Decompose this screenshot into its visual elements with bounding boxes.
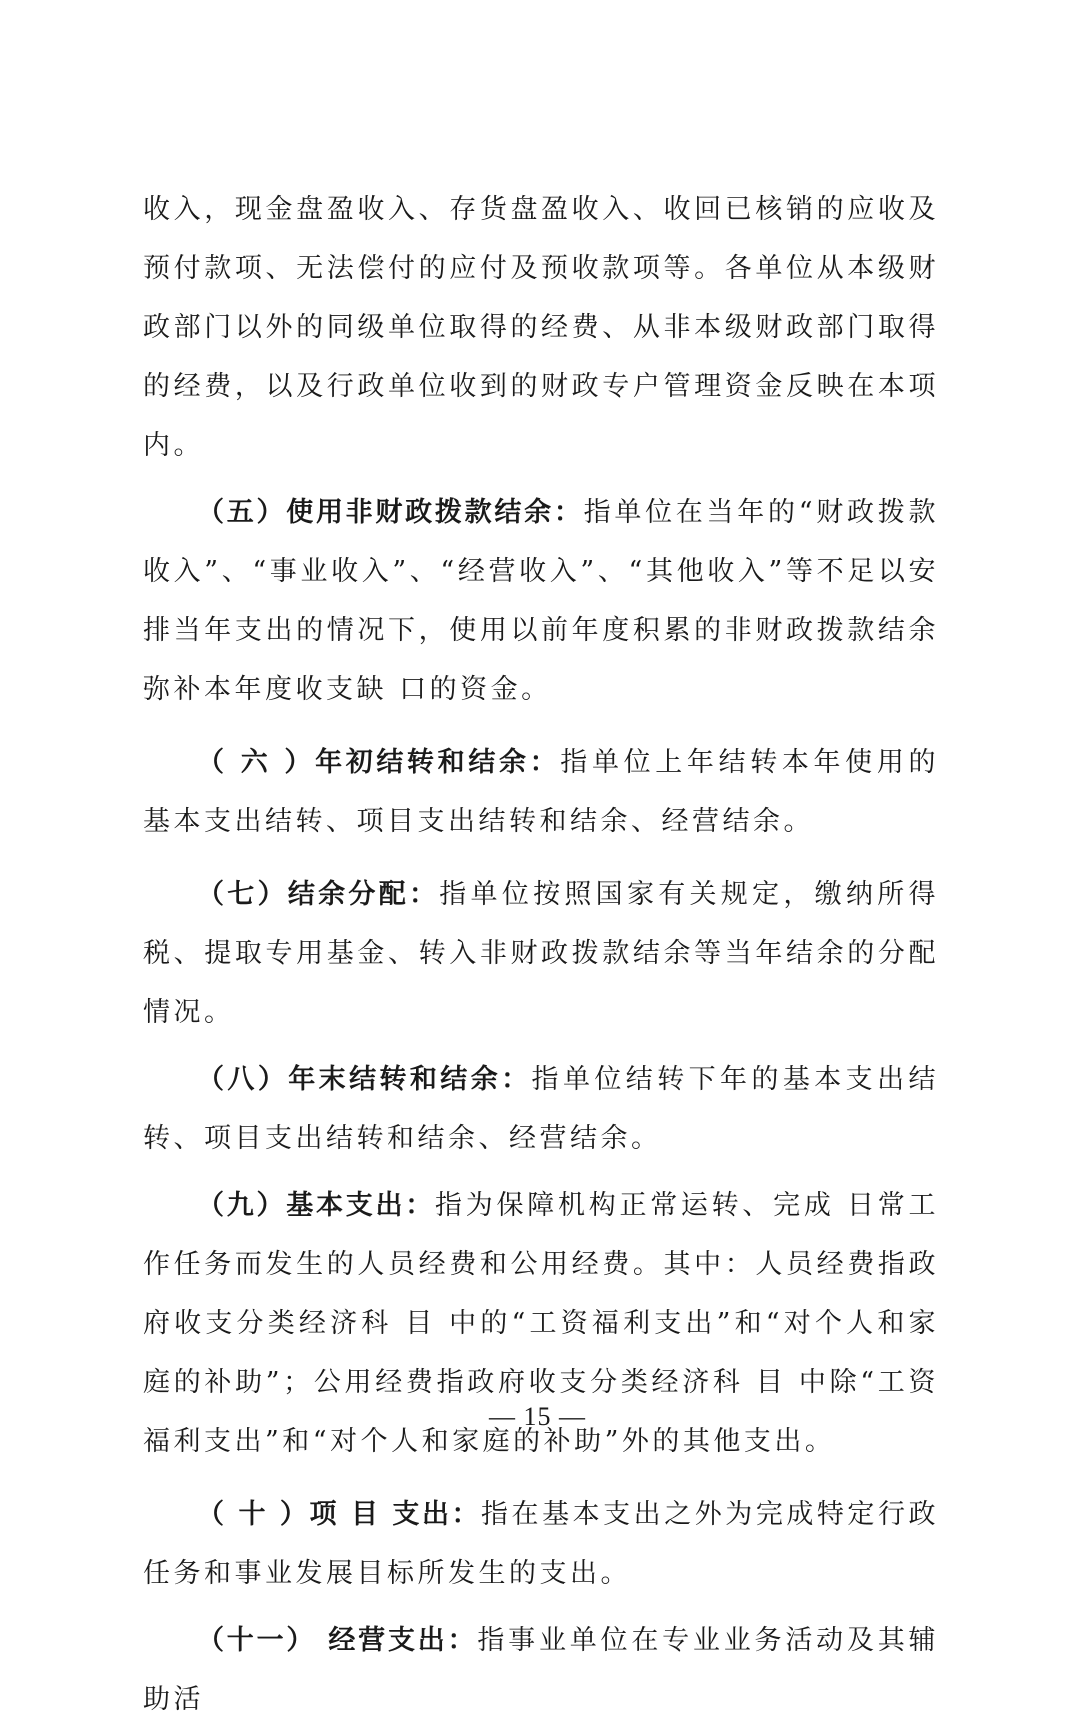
section-text: 指事业单位在专业业务活动及其辅助活 (143, 1625, 939, 1715)
paragraph-section-11 (143, 1611, 939, 1729)
section-term: （十一） 经营支出： (197, 1625, 478, 1656)
section-term: （八）年末结转和结余： (197, 1064, 532, 1095)
paragraph-text: 收入，现金盘盈收入、存货盘盈收入、收回已核销的应收及预付款项、无法偿付的应付及预收款项等。各单位从本级财政部门以外的同级单位取得的经费、从非本级财政部门取得的经费，以及行政单位收到的财政专户管理资金反映在本项内。 (143, 194, 939, 461)
section-text: 指在基本支出之外为完成特定行政任务和事业发展目标所发生的支出。 (143, 1499, 939, 1589)
section-text: 指单位在当年的“财政拨款收入”、“事业收入”、“经营收入”、“其他收入”等不足以安排当年支出的情况下，使用以前年度积累的非财政拨款结余弥补本年度收支缺 口的资金。 (143, 497, 940, 705)
section-text: 指单位结转下年的基本支出结转、项目支出结转和结余、经营结余。 (143, 1064, 940, 1154)
section-term: （ 十 ）项 目 支出： (197, 1499, 482, 1530)
section-text: 指单位按照国家有关规定，缴纳所得税、提取专用基金、转入非财政拨款结余等当年结余的分配情况。 (143, 879, 940, 1028)
paragraph-section-8 (143, 1050, 939, 1168)
section-term: （ 六 ）年初结转和结余： (197, 747, 561, 778)
paragraph-section-7 (143, 865, 939, 1042)
page-number: — 15 — (489, 1402, 586, 1431)
section-text: 指为保障机构正常运转、完成 日常工作任务而发生的人员经费和公用经费。其中：人员经费指政府收支分类经济科 目 中的“工资福利支出”和“对个人和家庭的补助”；公用经费指政府收支分类经济科 目 中除“工资福利支出”和“对个人和家庭的补助”外的其他支出。 (143, 1190, 939, 1457)
section-text: 指单位上年结转本年使用的基本支出结转、项目支出结转和结余、经营结余。 (143, 747, 939, 837)
document-body (143, 180, 939, 1729)
paragraph-continuation (143, 180, 939, 475)
paragraph-section-6 (143, 733, 939, 851)
paragraph-section-10 (143, 1485, 939, 1603)
section-term: （五）使用非财政拨款结余： (197, 497, 584, 528)
section-term: （九）基本支出： (197, 1190, 435, 1221)
section-term: （七）结余分配： (197, 879, 440, 910)
paragraph-section-5 (143, 483, 939, 719)
